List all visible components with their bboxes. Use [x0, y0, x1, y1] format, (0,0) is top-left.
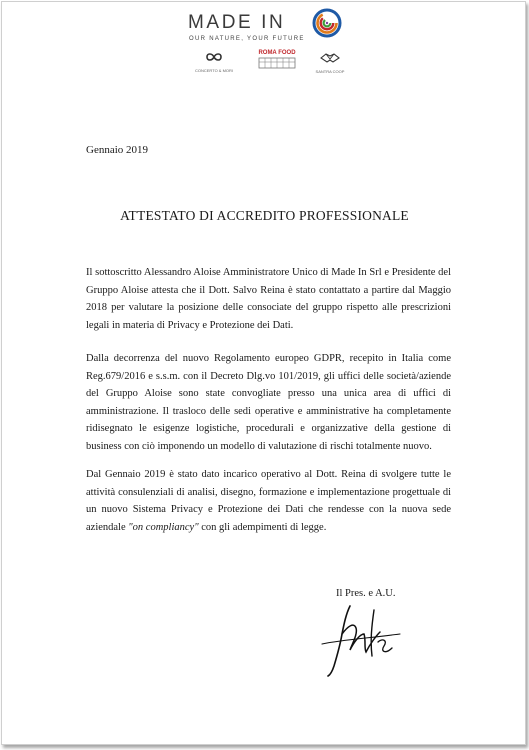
document-title: ATTESTATO DI ACCREDITO PROFESSIONALE	[120, 208, 409, 223]
partner-logos	[188, 50, 358, 80]
document-page	[1, 1, 526, 745]
brand-tagline: OUR NATURE, YOUR FUTURE	[189, 36, 305, 42]
paragraph-assignment	[86, 466, 451, 536]
emphasis-text: "on compliancy"	[128, 521, 199, 533]
paragraph-intro: Il sottoscritto Alessandro Aloise Amministratore Unico di Made In Srl e Presidente del Gruppo Aloise attesta che il Dott. Salvo Reina è stato contattato a partire dal Maggio 2018 per valutare la posizione delle consociate del gruppo rispetto alle prescrizioni legali in materia di Privacy e Protezione dei Dati.	[86, 267, 451, 331]
handshake-icon	[319, 50, 341, 64]
brand-name: MADE IN	[188, 12, 286, 33]
partner-label: CONCERTO & MORI	[194, 68, 234, 73]
document-date: Gennaio 2019	[86, 144, 149, 156]
paragraph-text: con gli adempimenti di legge.	[198, 521, 327, 533]
handwritten-signature	[320, 600, 410, 678]
paragraph-text: Dal Gennaio 2019 è stato dato incarico operativo al Dott. Reina di svolgere tutte le attività consulenziali di analisi, disegno, formazione e implementazione progettuale di un nuovo Sistema Privacy e Protezione dei Dati che rendesse con la nuova sede aziendale	[86, 469, 451, 533]
partner-label: ROMA FOOD	[258, 50, 296, 56]
partner-label: SANTRA COOP	[315, 69, 345, 74]
made-in-logo	[188, 12, 358, 46]
partner-logo-roma-food	[256, 50, 298, 74]
spiral-logo-icon	[312, 8, 342, 38]
infinity-knot-icon	[204, 51, 224, 63]
paragraph-gdpr: Dalla decorrenza del nuovo Regolamento europeo GDPR, recepito in Italia come Reg.679/2016 e s.s.m. con il Decreto Dlg.vo 101/2019, gli uffici delle società/aziende del Gruppo Aloise sono state convogliate presso una unica area di uffici di amministrazione. Il trasloco delle sedi operative e amministrative ha completamente ridisegnato le esigenze logistiche, procedurali e organizzative della gestione di business con ciò imponendo un modello di valutazione di rischi totalmente nuovo.	[86, 353, 451, 452]
signatory-title: Il Pres. e A.U.	[336, 588, 396, 599]
partner-logo-santra	[312, 50, 348, 74]
partner-logo-concerto	[190, 50, 238, 73]
colosseum-icon	[257, 57, 297, 69]
